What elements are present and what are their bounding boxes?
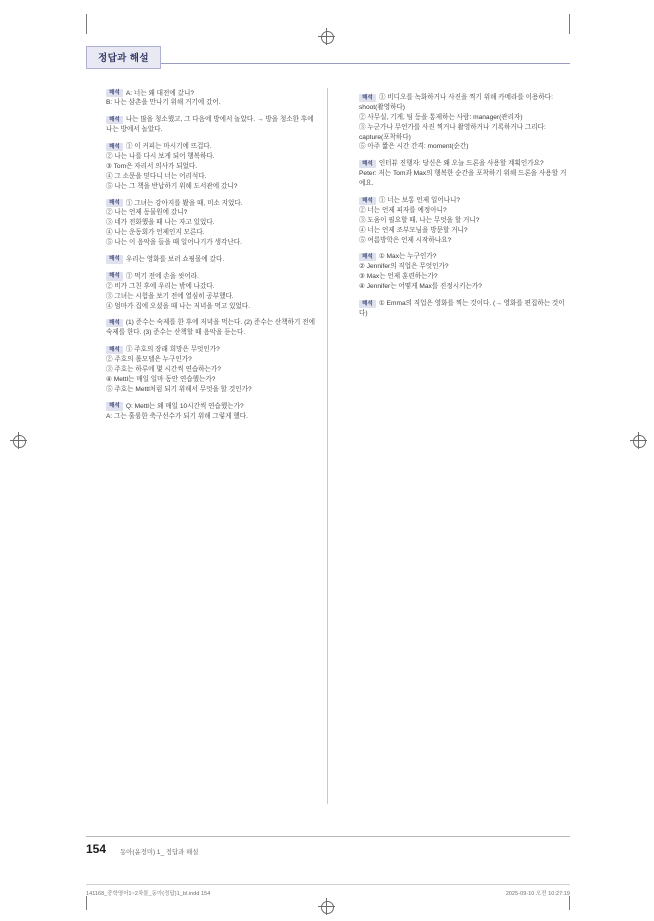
answer-explanation <box>359 159 570 189</box>
explanation-line <box>359 93 570 113</box>
explanation-line <box>106 375 317 385</box>
right-column <box>339 86 570 326</box>
explanation-line <box>359 252 570 262</box>
explanation-text: 나는 많을 청소했고, 그 다음에 방에서 놀았다. → 방을 청소한 후에 나는 방에서 놀았다. <box>106 116 314 134</box>
answer-explanation <box>106 199 317 248</box>
explanation-line <box>106 302 317 312</box>
explanation-text: ① 그녀는 강아지를 봤을 때, 미소 지었다. <box>125 199 243 207</box>
page-number: 154 <box>86 842 107 856</box>
explanation-tag: 해석 <box>106 319 123 327</box>
explanation-tag: 해석 <box>106 402 123 410</box>
explanation-line <box>106 355 317 365</box>
explanation-text: ③ 주호는 하루에 몇 시간씩 연습하는가? <box>106 365 221 373</box>
explanation-line <box>106 98 317 108</box>
crop-mark-top-right <box>569 14 570 34</box>
explanation-tag: 해석 <box>359 160 376 168</box>
explanation-tag: 해석 <box>106 89 123 97</box>
explanation-text: A: 그는 훌륭한 축구선수가 되기 위해 그렇게 했다. <box>106 412 248 420</box>
explanation-line <box>106 385 317 395</box>
explanation-tag: 해석 <box>106 255 123 263</box>
explanation-text: ① 주호의 장래 희망은 무엇인가? <box>125 346 220 354</box>
explanation-line <box>359 226 570 236</box>
explanation-line <box>359 169 570 189</box>
explanation-text: ③ Max는 언제 훈련하는가? <box>359 273 438 281</box>
registration-mark-left <box>10 432 27 449</box>
explanation-tag: 해석 <box>359 253 376 261</box>
explanation-tag: 해석 <box>106 116 123 124</box>
explanation-line <box>106 162 317 172</box>
answer-item <box>86 89 317 109</box>
answer-item <box>339 196 570 245</box>
explanation-text: ② 너는 언제 피자를 예정아니? <box>359 206 447 214</box>
explanation-line <box>359 282 570 292</box>
explanation-text: ④ Jennifer는 어떻게 Max를 진정시키는가? <box>359 283 482 291</box>
answer-explanation <box>359 252 570 292</box>
registration-mark-right <box>630 432 647 449</box>
explanation-line <box>106 272 317 282</box>
answer-explanation <box>106 345 317 394</box>
answer-explanation <box>106 115 317 135</box>
explanation-line <box>106 182 317 192</box>
explanation-line <box>359 236 570 246</box>
explanation-tag: 해석 <box>359 94 376 102</box>
answer-item <box>339 159 570 189</box>
explanation-text: ④ 엄마가 집에 오셨을 때 나는 저녁을 먹고 있었다. <box>106 302 251 310</box>
answer-item <box>339 93 570 152</box>
answer-item <box>86 345 317 394</box>
answer-explanation <box>359 93 570 152</box>
explanation-text: ⑤ 나는 이 음악을 들을 때 일어나기가 생각난다. <box>106 239 242 247</box>
explanation-text: ② 사무실, 기게, 팀 등을 통제하는 사람: manager(관리자) <box>359 113 523 121</box>
explanation-text: ⑤ 나는 그 책을 반납하기 위해 도서관에 갔니? <box>106 182 238 190</box>
explanation-line <box>359 216 570 226</box>
explanation-text: ③ 도움이 필요할 때, 나는 무엇을 할 거니? <box>359 216 480 224</box>
explanation-text: ④ 그 소문을 믿다니 너는 어리석다. <box>106 172 207 180</box>
explanation-text: ⑤ 여름방학은 언제 시작하나요? <box>359 236 452 244</box>
explanation-line <box>106 218 317 228</box>
explanation-tag: 해석 <box>359 197 376 205</box>
explanation-text: ② 비가 그친 후에 우리는 밖에 나갔다. <box>106 282 215 290</box>
explanation-text: Q: Mettl는 왜 매일 10시간씩 연습했는가? <box>125 402 244 410</box>
explanation-line <box>106 208 317 218</box>
explanation-text: ② 주호의 롤모델은 누구인가? <box>106 356 192 364</box>
explanation-line <box>106 89 317 99</box>
print-date-meta: 2025-09-10 오전 10:27:19 <box>505 891 570 897</box>
answer-item <box>339 299 570 319</box>
registration-mark-bottom <box>318 898 335 915</box>
explanation-line <box>106 345 317 355</box>
explanation-text: ② 나는 나를 다시 보게 되어 행복하다. <box>106 152 215 160</box>
answer-explanation <box>359 299 570 319</box>
explanation-line <box>359 123 570 143</box>
explanation-line <box>359 113 570 123</box>
column-divider <box>327 88 328 804</box>
explanation-line <box>106 318 317 338</box>
explanation-line <box>359 206 570 216</box>
answer-item <box>86 402 317 422</box>
answer-item <box>86 115 317 135</box>
explanation-tag: 해석 <box>359 300 376 308</box>
header-badge: 정답과 해설 <box>86 46 161 69</box>
explanation-line <box>359 142 570 152</box>
explanation-text: ④ 나는 운동회가 언제인지 모른다. <box>106 229 205 237</box>
explanation-line <box>106 199 317 209</box>
explanation-text: ④ 너는 언제 조부모님을 방문할 거니? <box>359 226 468 234</box>
explanation-line <box>106 255 317 265</box>
explanation-line <box>106 412 317 422</box>
answer-item <box>86 318 317 338</box>
content-columns <box>86 86 570 826</box>
explanation-line <box>359 262 570 272</box>
answer-explanation <box>106 89 317 109</box>
explanation-text: ① 먹기 전에 손을 씻어라. <box>125 272 199 280</box>
explanation-text: 인터뷰 진행자: 당신은 왜 오늘 드론을 사용할 계획인가요? <box>378 160 544 168</box>
answer-item <box>86 142 317 191</box>
answer-explanation <box>359 196 570 245</box>
explanation-line <box>106 228 317 238</box>
explanation-text: ① Max는 누구인가? <box>378 253 437 261</box>
registration-mark-top <box>318 28 335 45</box>
explanation-text: ③ 그녀는 시험을 보기 전에 열심히 공부했다. <box>106 292 234 300</box>
answer-item <box>86 255 317 265</box>
explanation-line <box>359 159 570 169</box>
answer-item <box>339 252 570 292</box>
explanation-text: ④ Mettl는 매일 일마 동안 연습했는가? <box>106 375 216 383</box>
explanation-text: Peter: 저는 Tom과 Max의 행복한 순간을 포착하기 위해 드론을 사용할 거예요. <box>359 170 567 188</box>
explanation-line <box>359 196 570 206</box>
explanation-text: A: 너는 왜 대전에 갔니? <box>125 89 194 97</box>
crop-mark-top-left <box>86 14 87 34</box>
print-file-meta: 141168_중학영어1~2차물_동아(정답)1_bl.indd 154 <box>86 891 211 897</box>
footer-label: 동아(윤정미) 1_ 정답과 해설 <box>120 849 199 856</box>
explanation-text: ③ Tom은 자리서 의사가 되었다. <box>106 162 198 170</box>
explanation-line <box>106 172 317 182</box>
answer-item <box>86 199 317 248</box>
explanation-text: ① 이 커피는 마시기에 뜨겁다. <box>125 143 212 151</box>
explanation-line <box>106 115 317 135</box>
footer-rule <box>86 836 570 837</box>
explanation-text: ① 비디오를 녹화하거나 사진을 찍기 위해 카메라를 이용하다: shoot(촬영하다) <box>359 94 553 111</box>
answer-item <box>86 272 317 312</box>
explanation-line <box>106 238 317 248</box>
answer-explanation <box>106 318 317 338</box>
explanation-line <box>359 272 570 282</box>
explanation-tag: 해석 <box>106 272 123 280</box>
explanation-text: (1) 준수는 숙제를 한 후에 저녁을 먹는다. (2) 준수는 산책하기 전에 숙제를 한다. (3) 준수는 산책할 때 음악을 듣는다. <box>106 319 315 337</box>
meta-rule <box>86 884 570 885</box>
explanation-text: ① 너는 보통 언제 일어나니? <box>378 197 461 205</box>
explanation-tag: 해석 <box>106 199 123 207</box>
crop-mark-bottom-left <box>86 896 87 910</box>
explanation-text: ⑤ 아주 짧은 시간 간격: moment(순간) <box>359 143 469 151</box>
answer-explanation <box>106 142 317 191</box>
explanation-text: ③ 네가 전화했을 때 나는 자고 있었다. <box>106 219 215 227</box>
crop-mark-bottom-right <box>569 896 570 910</box>
explanation-text: ③ 누군가나 무언가를 사진 찍거나 촬영하거나 기록하거나 그리다: capture(포착하다) <box>359 123 546 141</box>
explanation-line <box>106 152 317 162</box>
explanation-tag: 해석 <box>106 143 123 151</box>
explanation-text: ⑤ 주호는 Mettl처럼 되기 위해서 무엇을 할 것인가? <box>106 385 252 393</box>
explanation-line <box>359 299 570 319</box>
explanation-line <box>106 365 317 375</box>
explanation-tag: 해석 <box>106 346 123 354</box>
explanation-line <box>106 142 317 152</box>
answer-explanation <box>106 255 317 265</box>
explanation-line <box>106 292 317 302</box>
explanation-line <box>106 282 317 292</box>
explanation-text: ② Jennifer의 직업은 무엇인가? <box>359 263 449 271</box>
explanation-text: ② 나는 언제 동물원에 갔니? <box>106 209 188 217</box>
explanation-text: 우리는 영화를 보러 쇼핑몰에 갔다. <box>125 255 225 263</box>
answer-explanation <box>106 272 317 312</box>
explanation-line <box>106 402 317 412</box>
explanation-text: ① Emma의 직업은 영화를 찍는 것이다. (→ 영화를 편집하는 것이다) <box>359 300 565 317</box>
answer-explanation <box>106 402 317 422</box>
left-column <box>86 86 317 428</box>
explanation-text: B: 나는 삼촌을 만나기 위해 거기에 갔어. <box>106 99 221 107</box>
